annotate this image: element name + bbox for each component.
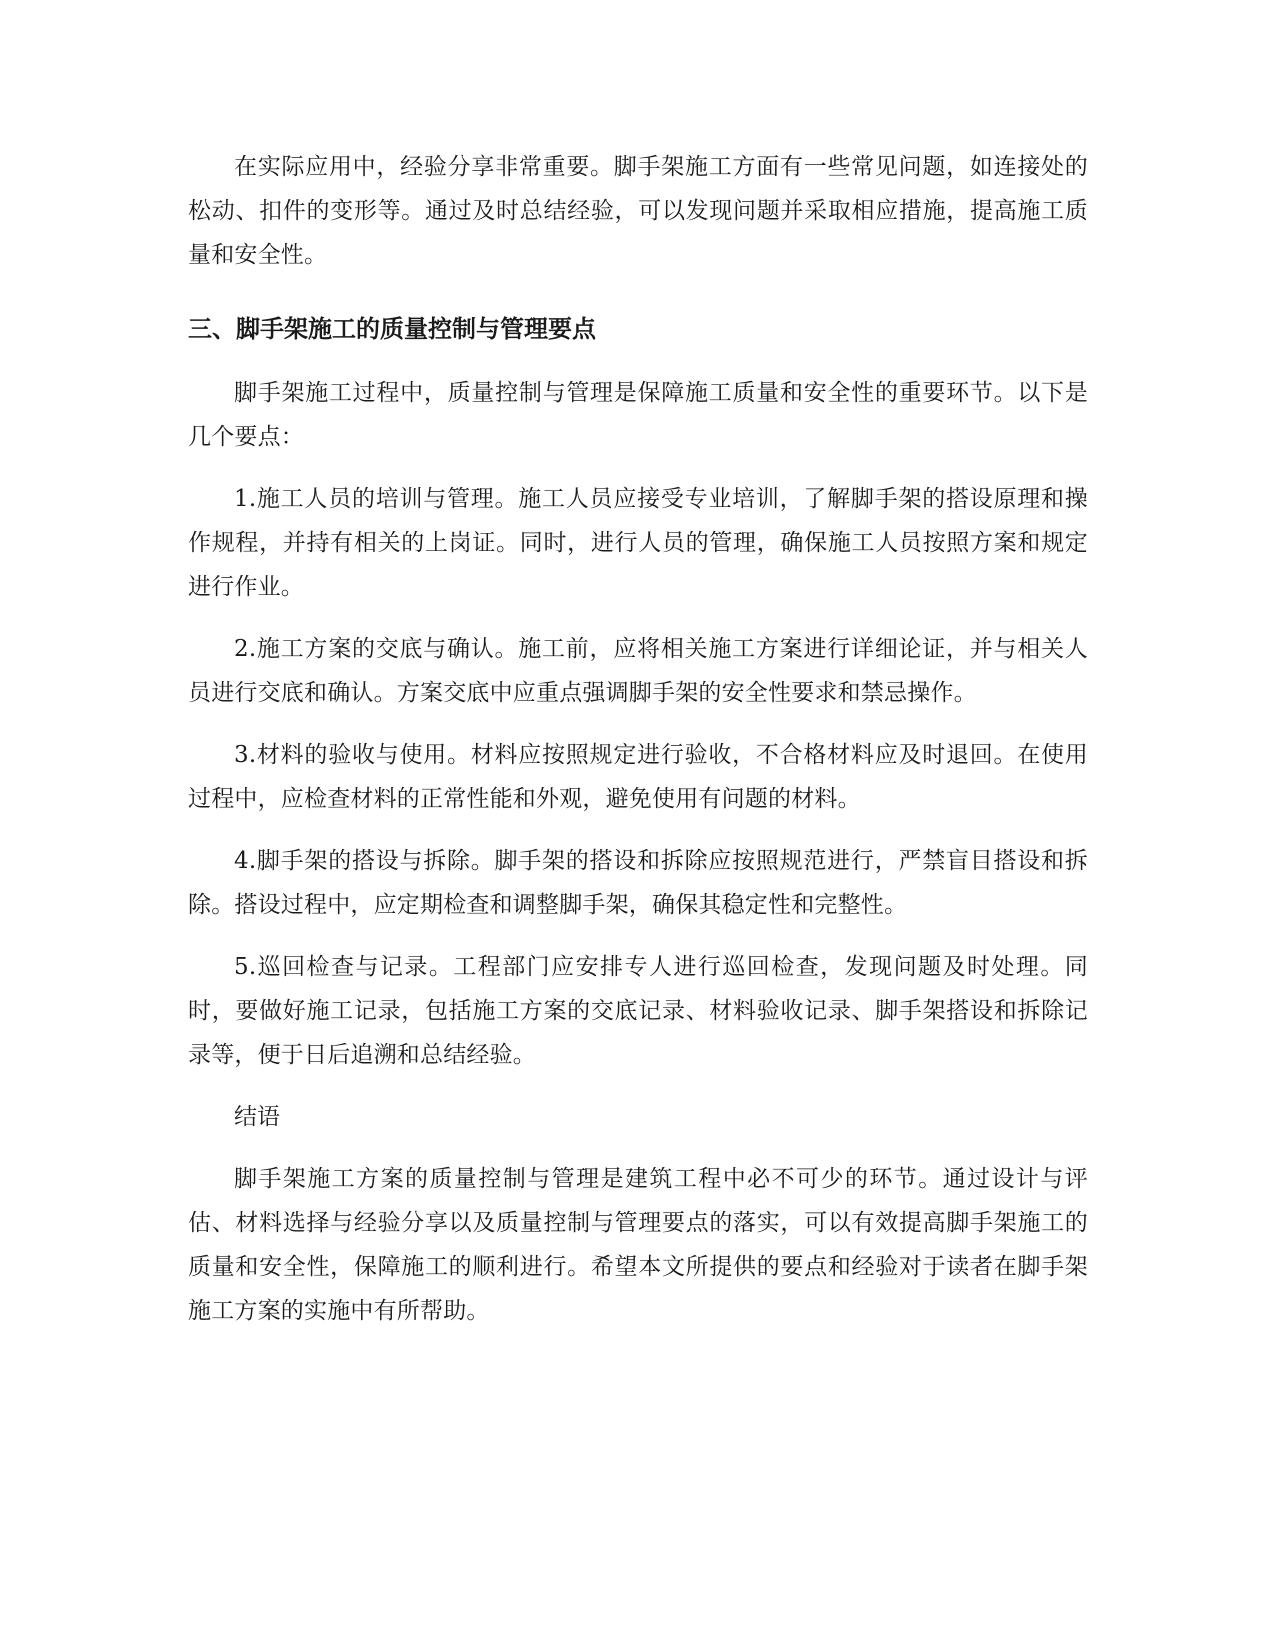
conclusion-title: 结语 <box>234 1104 280 1130</box>
section-intro-paragraph: 脚手架施工过程中，质量控制与管理是保障施工质量和安全性的重要环节。以下是几个要点： <box>188 380 1088 450</box>
point-paragraph-2: 2.施工方案的交底与确认。施工前，应将相关施工方案进行详细论证，并与相关人员进行交底和确认。方案交底中应重点强调脚手架的安全性要求和禁忌操作。 <box>188 636 1088 706</box>
intro-paragraph: 在实际应用中，经验分享非常重要。脚手架施工方面有一些常见问题，如连接处的松动、扣件的变形等。通过及时总结经验，可以发现问题并采取相应措施，提高施工质量和安全性。 <box>188 154 1088 268</box>
section-heading: 三、脚手架施工的质量控制与管理要点 <box>188 315 596 343</box>
point-paragraph-3: 3.材料的验收与使用。材料应按照规定进行验收，不合格材料应及时退回。在使用过程中，应检查材料的正常性能和外观，避免使用有问题的材料。 <box>188 742 1088 812</box>
point-paragraph-5: 5.巡回检查与记录。工程部门应安排专人进行巡回检查，发现问题及时处理。同时，要做好施工记录，包括施工方案的交底记录、材料验收记录、脚手架搭设和拆除记录等，便于日后追溯和总结经验。 <box>188 954 1088 1068</box>
document-page <box>188 145 1088 1351</box>
point-paragraph-1: 1.施工人员的培训与管理。施工人员应接受专业培训，了解脚手架的搭设原理和操作规程，并持有相关的上岗证。同时，进行人员的管理，确保施工人员按照方案和规定进行作业。 <box>188 486 1088 600</box>
conclusion-paragraph: 脚手架施工方案的质量控制与管理是建筑工程中必不可少的环节。通过设计与评估、材料选择与经验分享以及质量控制与管理要点的落实，可以有效提高脚手架施工的质量和安全性，保障施工的顺利进行。希望本文所提供的要点和经验对于读者在脚手架施工方案的实施中有所帮助。 <box>188 1166 1088 1324</box>
point-paragraph-4: 4.脚手架的搭设与拆除。脚手架的搭设和拆除应按照规范进行，严禁盲目搭设和拆除。搭设过程中，应定期检查和调整脚手架，确保其稳定性和完整性。 <box>188 848 1088 918</box>
